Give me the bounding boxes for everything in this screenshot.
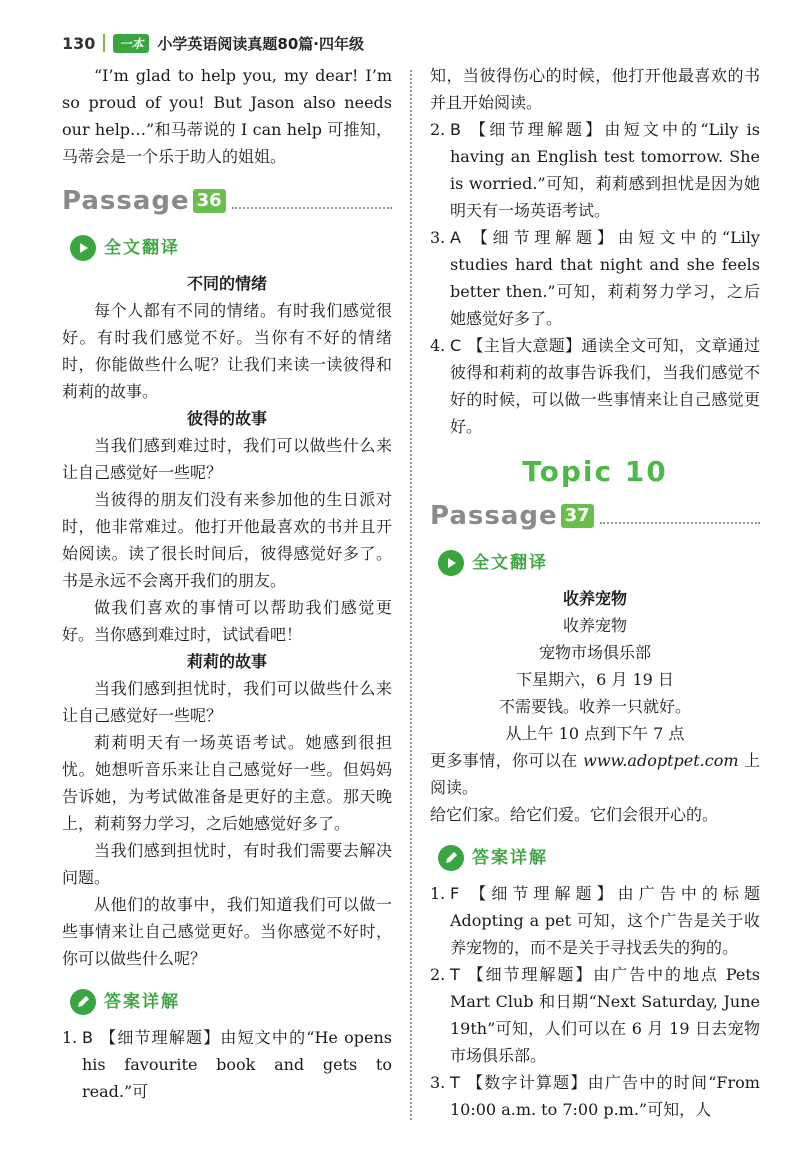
story-title: 彼得的故事 <box>186 409 267 428</box>
answer-letter: T <box>450 965 460 984</box>
pencil-icon <box>70 989 96 1015</box>
answer-tag: 【数字计算题】 <box>465 1073 588 1092</box>
answer-letter: B <box>450 120 461 139</box>
answer-tag: 【主旨大意题】 <box>467 336 582 355</box>
answer-letter: C <box>450 336 462 355</box>
answer-text: 由短文中的“Lily studies hard that night and she feels better then.”可知，莉莉努力学习，之后她感觉好多了。 <box>450 228 760 328</box>
answer-item <box>430 1069 760 1123</box>
header-separator <box>103 34 105 52</box>
passage-dotted-line <box>600 508 760 524</box>
closing-text: 给它们家。给它们爱。它们会很开心的。 <box>430 805 719 824</box>
passage-word: Passage <box>430 500 558 531</box>
translation-title: 不同的情绪 <box>186 274 267 293</box>
answer-item <box>430 961 760 1069</box>
paragraph: 莉莉明天有一场英语考试。她感到很担忧。她想听音乐来让自己感觉好一些。但妈妈告诉她，为考试做准备是更好的主意。那天晚上，莉莉努力学习，之后她感觉好多了。 <box>62 733 392 833</box>
intro-text: “I’m glad to help you, my dear! I’m so proud of you! But Jason also needs our help…”和马蒂说的 I can help 可推知，马蒂会是一个乐于助人的姐姐。 <box>62 66 392 166</box>
ad-line: 下星期六，6 月 19 日 <box>516 670 674 689</box>
more-info-suffix: 上阅读。 <box>430 751 760 797</box>
passage-heading-37 <box>430 499 760 533</box>
answers-label: 答案详解 <box>472 847 548 868</box>
answer-text: 由广告中的标题 Adopting a pet 可知，这个广告是关于收养宠物的，而不是关于寻找丢失的狗的。 <box>450 884 760 957</box>
continued-text: 知，当彼得伤心的时候，他打开他最喜欢的书并且开始阅读。 <box>430 66 760 112</box>
answers-label: 答案详解 <box>104 991 180 1012</box>
answer-tag: 【细节理解题】 <box>465 884 618 903</box>
play-icon <box>438 550 464 576</box>
column-divider <box>410 70 412 1120</box>
paragraph: 做我们喜欢的事情可以帮助我们感觉更好。当你感到难过时，试试看吧！ <box>62 598 392 644</box>
play-icon <box>70 235 96 261</box>
passage-word: Passage <box>62 185 190 216</box>
answer-number: 3. <box>430 228 446 247</box>
ad-line: 从上午 10 点到下午 7 点 <box>505 724 685 743</box>
answer-number: 4. <box>430 336 446 355</box>
answer-item <box>430 332 760 440</box>
answer-text: 由广告中的地点 Pets Mart Club 和日期“Next Saturday, June 19th”可知，人们可以在 6 月 19 日去宠物市场俱乐部。 <box>450 965 760 1065</box>
ad-line: 收养宠物 <box>562 616 627 635</box>
paragraph: 当我们感到担忧时，我们可以做些什么来让自己感觉好一些呢？ <box>62 679 392 725</box>
pencil-icon <box>438 845 464 871</box>
left-column <box>62 62 392 1105</box>
paragraph: 从他们的故事中，我们知道我们可以做一些事情来让自己感觉更好。当你感觉不好时，你可以做些什么呢？ <box>62 895 392 968</box>
page-header <box>62 30 364 56</box>
right-column <box>430 62 760 1123</box>
translation-label: 全文翻译 <box>104 237 180 258</box>
page-number: 130 <box>62 33 96 53</box>
answer-item <box>430 880 760 961</box>
paragraph: 当我们感到担忧时，有时我们需要去解决问题。 <box>62 841 392 887</box>
website-url: www.adoptpet.com <box>583 751 739 770</box>
answer-number: 1. <box>430 884 446 903</box>
answer-text: 通读全文可知，文章通过彼得和莉莉的故事告诉我们，当我们感觉不好的时候，可以做一些事情来让自己感觉更好。 <box>450 336 760 436</box>
answer-item <box>62 1024 392 1105</box>
ad-line: 宠物市场俱乐部 <box>538 643 651 662</box>
answer-letter: A <box>450 228 461 247</box>
translation-section-heading <box>70 234 392 262</box>
passage-heading-36 <box>62 184 392 218</box>
translation-title: 收养宠物 <box>562 589 627 608</box>
answer-item <box>430 224 760 332</box>
answer-number: 3. <box>430 1073 446 1092</box>
answer-tag: 【细节理解题】 <box>98 1028 221 1047</box>
answer-number: 2. <box>430 120 446 139</box>
answers-section-heading <box>438 844 760 872</box>
answer-number: 2. <box>430 965 446 984</box>
paragraph: 当彼得的朋友们没有来参加他的生日派对时，他非常难过。他打开他最喜欢的书并且开始阅读。读了很长时间后，彼得感觉好多了。书是永远不会离开我们的朋友。 <box>62 490 392 590</box>
passage-dotted-line <box>232 193 392 209</box>
answer-tag: 【细节理解题】 <box>466 228 618 247</box>
passage-number: 37 <box>561 504 594 528</box>
answer-item <box>430 116 760 224</box>
answer-letter: F <box>450 884 460 903</box>
passage-number: 36 <box>193 189 226 213</box>
answer-number: 1. <box>62 1028 78 1047</box>
topic-heading: Topic 10 <box>522 455 668 488</box>
more-info-text <box>430 747 760 801</box>
story-title: 莉莉的故事 <box>186 652 267 671</box>
answer-tag: 【细节理解题】 <box>466 120 605 139</box>
more-info-prefix: 更多事情，你可以在 <box>430 751 584 770</box>
answer-letter: T <box>450 1073 460 1092</box>
answer-tag: 【细节理解题】 <box>465 965 594 984</box>
answer-letter: B <box>82 1028 93 1047</box>
translation-label: 全文翻译 <box>472 552 548 573</box>
answer-text: 由广告中的时间“From 10:00 a.m. to 7:00 p.m.”可知，人 <box>450 1073 760 1119</box>
brand-logo: 一本 <box>113 34 149 53</box>
ad-line: 不需要钱。收养一只就好。 <box>498 697 691 716</box>
answer-text: 由短文中的“He opens his favourite book and gets to read.”可 <box>82 1028 392 1101</box>
paragraph: 当我们感到难过时，我们可以做些什么来让自己感觉好一些呢？ <box>62 436 392 482</box>
translation-section-heading <box>438 549 760 577</box>
answer-text: 由短文中的“Lily is having an English test tomorrow. She is worried.”可知，莉莉感到担忧是因为她明天有一场英语考试。 <box>450 120 760 220</box>
paragraph: 每个人都有不同的情绪。有时我们感觉很好。有时我们感觉不好。当你有不好的情绪时，你能做些什么呢？让我们来读一读彼得和莉莉的故事。 <box>62 301 392 401</box>
answers-section-heading <box>70 988 392 1016</box>
book-title: 小学英语阅读真题80篇·四年级 <box>157 34 364 53</box>
